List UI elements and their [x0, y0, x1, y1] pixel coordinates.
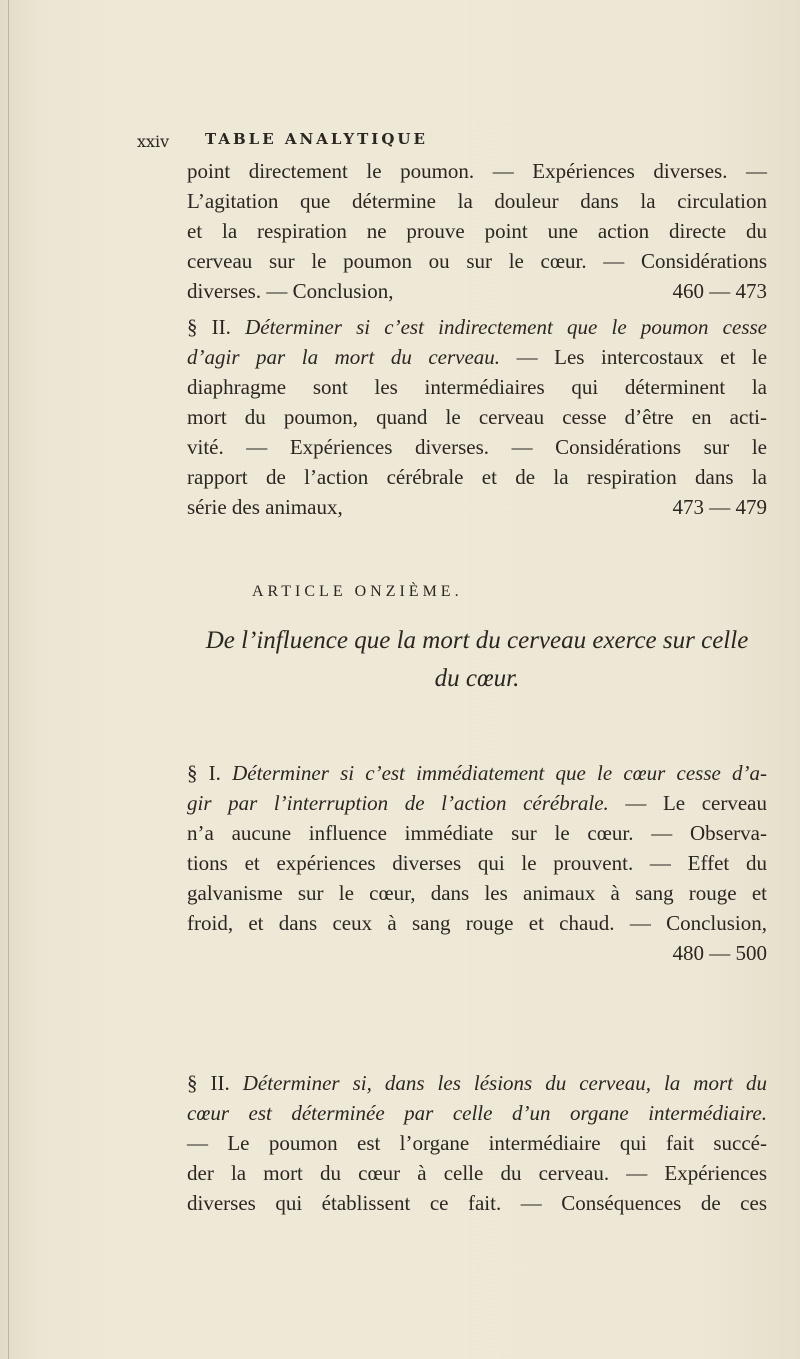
section-heading-line	[187, 342, 767, 372]
text-line: galvanisme sur le cœur, dans les animaux à sang rouge et	[187, 881, 767, 905]
text-line-with-pages	[187, 276, 767, 306]
page-range: 473 — 479	[672, 495, 767, 519]
section-title: cœur est déterminée par celle d’un organe intermédiaire.	[187, 1101, 767, 1125]
text-line: et la respiration ne prouve point une action directe du	[187, 219, 767, 243]
chapter-title-line: du cœur.	[434, 665, 520, 692]
text-line: der la mort du cœur à celle du cerveau. — Expériences	[187, 1161, 767, 1185]
article-heading: ARTICLE ONZIÈME.	[252, 583, 463, 600]
section-title: gir par l’interruption de l’action cérébrale.	[187, 791, 609, 815]
page-gutter-divider	[8, 0, 9, 1359]
text-line: diaphragme sont les intermédiaires qui déterminent la	[187, 375, 767, 399]
text-line: n’a aucune influence immédiate sur le cœur. — Observa-	[187, 821, 767, 845]
text-fragment: — Le cerveau	[625, 791, 767, 815]
section-title: Déterminer si c’est immédiatement que le cœur cesse d’a-	[232, 761, 767, 785]
section-title: Déterminer si c’est indirectement que le poumon cesse	[245, 315, 767, 339]
text-line: cerveau sur le poumon ou sur le cœur. — Considérations	[187, 249, 767, 273]
entry-block-3	[187, 758, 767, 968]
section-heading-line	[187, 1098, 767, 1128]
section-heading-line	[187, 788, 767, 818]
entry-block-2	[187, 312, 767, 522]
section-mark: § I.	[187, 761, 221, 785]
chapter-title	[187, 622, 767, 698]
entry-block-1	[187, 156, 767, 306]
text-line: série des animaux,	[187, 495, 343, 519]
page-range: 480 — 500	[672, 941, 767, 965]
section-mark: § II.	[187, 315, 231, 339]
text-line: L’agitation que détermine la douleur dans la circulation	[187, 189, 767, 213]
section-heading-line	[187, 1068, 767, 1098]
text-line: mort du poumon, quand le cerveau cesse d’être en acti-	[187, 405, 767, 429]
text-line: diverses qui établissent ce fait. — Conséquences de ces	[187, 1191, 767, 1215]
chapter-title-line: De l’influence que la mort du cerveau exerce sur celle	[205, 627, 749, 654]
text-line: tions et expériences diverses qui le prouvent. — Effet du	[187, 851, 767, 875]
text-line: froid, et dans ceux à sang rouge et chaud. — Conclusion,	[187, 911, 767, 935]
text-fragment: — Les intercostaux et le	[516, 345, 768, 369]
running-head: TABLE ANALYTIQUE	[205, 130, 428, 148]
text-line: diverses. — Conclusion,	[187, 279, 394, 303]
page-number: xxiv	[137, 132, 170, 151]
page-range-line	[187, 938, 767, 968]
text-line: point directement le poumon. — Expériences diverses. —	[187, 159, 767, 183]
entry-block-4	[187, 1068, 767, 1218]
page-range: 460 — 473	[672, 279, 767, 303]
section-heading-line	[187, 312, 767, 342]
section-title: Déterminer si, dans les lésions du cerveau, la mort du	[242, 1071, 767, 1095]
text-line-with-pages	[187, 492, 767, 522]
text-line: rapport de l’action cérébrale et de la respiration dans la	[187, 465, 767, 489]
text-line: vité. — Expériences diverses. — Considérations sur le	[187, 435, 767, 459]
section-mark: § II.	[187, 1071, 230, 1095]
section-heading-line	[187, 758, 767, 788]
text-line: — Le poumon est l’organe intermédiaire qui fait succé-	[187, 1131, 767, 1155]
section-title: d’agir par la mort du cerveau.	[187, 345, 501, 369]
